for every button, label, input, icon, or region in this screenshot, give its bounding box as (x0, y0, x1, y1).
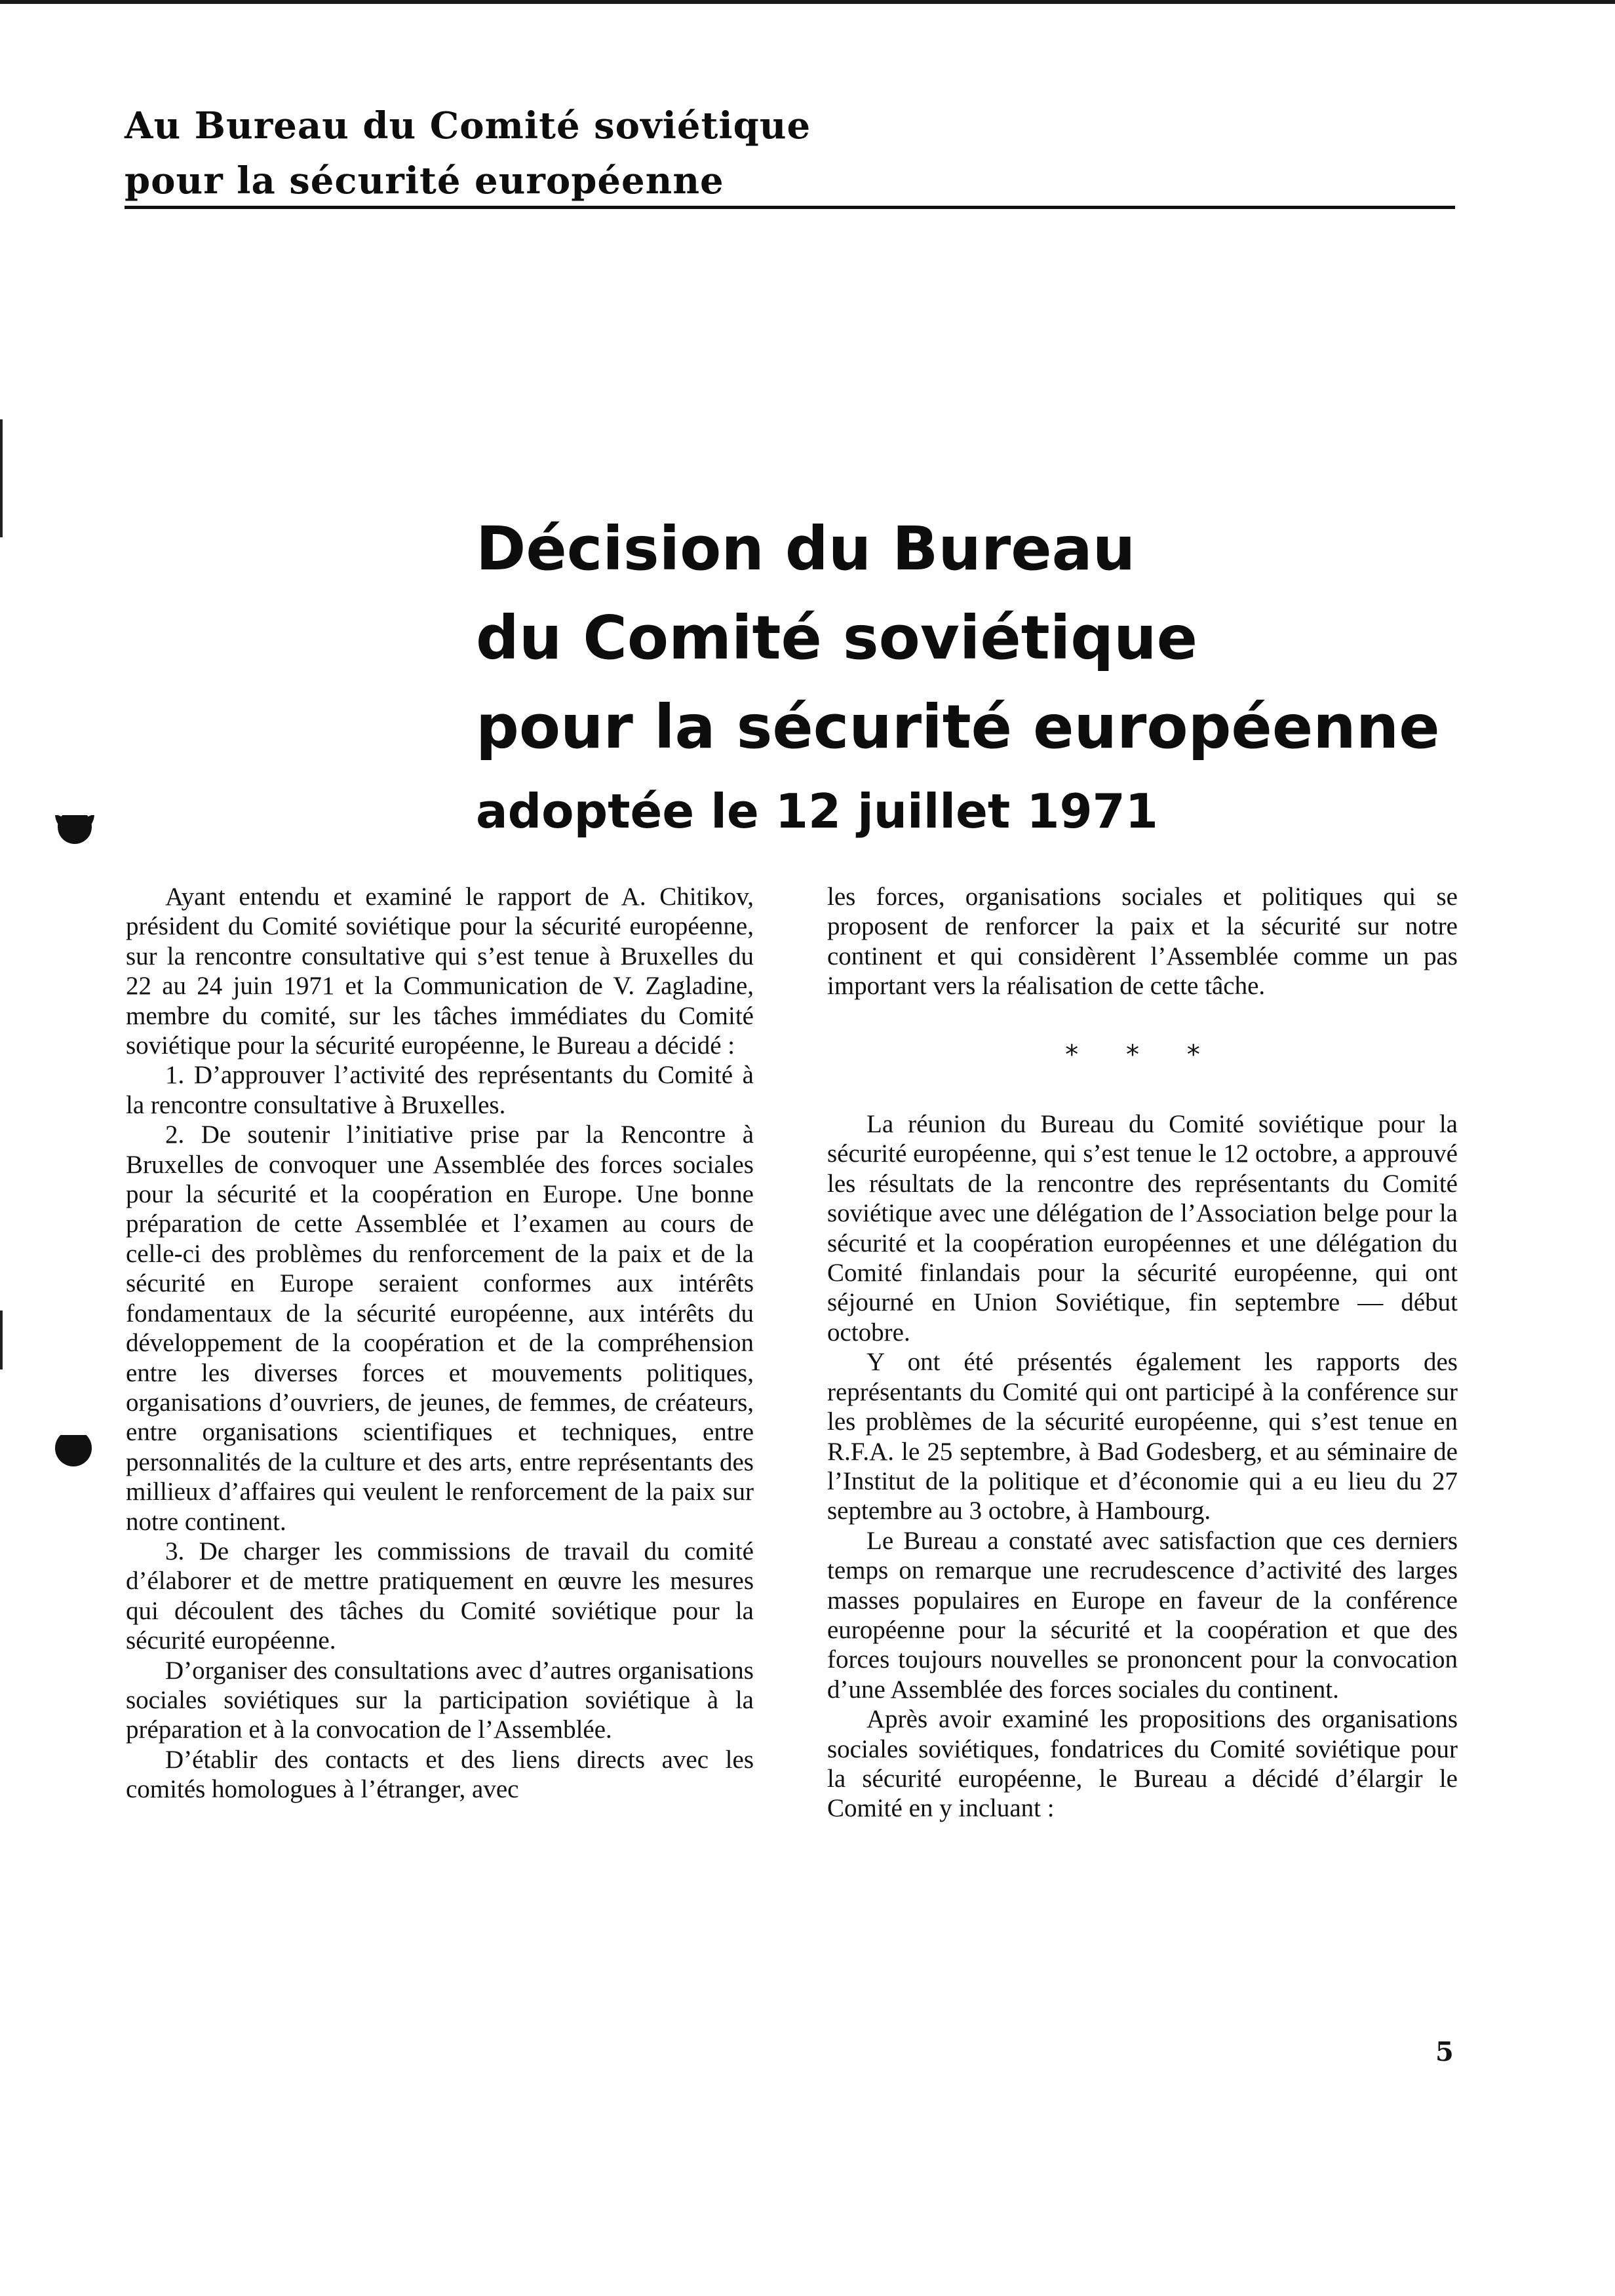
section-header (125, 98, 1462, 208)
paragraph: La réunion du Bureau du Comité soviétique pour la sécurité européenne, qui s’est tenue le 12 octobre, a approuvé les résultats de la rencontre des représentants du Comité soviétique avec une délégation de l’Association belge pour la sécurité et la coopération européennes et une délégation du Comité finlandais pour la sécurité européenne, qui ont séjourné en Union Soviétique, fin septembre — début octobre. (827, 1110, 1458, 1347)
paragraph: les forces, organisations sociales et politiques qui se proposent de renforcer la paix et la sécurité sur notre continent et qui considèrent l’Assemblée comme un pas important vers la réalisation de cette tâche. (827, 883, 1458, 1001)
title-subtitle: adoptée le 12 juillet 1971 (476, 784, 1158, 839)
section-separator: * * * (1065, 1039, 1220, 1070)
paragraph: 2. De soutenir l’initiative prise par la Rencontre à Bruxelles de convoquer une Assemblée des forces sociales pour la sécurité et la coopération en Europe. Une bonne préparation de cette Assemblée et l’examen au cours de celle-ci des problèmes du renforcement de la paix et de la sécurité en Europe seraient conformes aux intérêts fondamentaux de la sécurité européenne, aux intérêts du développement de la coopération et de la compréhension entre les diverses forces et mouvements politiques, organisations d’ouvriers, de jeunes, de femmes, de créateurs, entre organisations scientifiques et techniques, entre personnalités de la culture et des arts, entre représentants des millieux d’affaires qui veulent le renforcement de la paix sur notre continent. (126, 1120, 754, 1536)
punch-hole-icon (50, 1423, 97, 1470)
header-rule (125, 206, 1455, 209)
paragraph: 3. De charger les commissions de travail du comité d’élaborer et de mettre pratiquement en œuvre les mesures qui découlent des tâches du Comité soviétique pour la sécurité européenne. (126, 1537, 754, 1655)
section-header-line-2: pour la sécurité européenne (125, 159, 724, 202)
article-title (476, 505, 1459, 851)
paragraph: Y ont été présentés également les rapports des représentants du Comité qui ont participé à la conférence sur les problèmes de la sécurité européenne, qui s’est tenue en R.F.A. le 25 septembre, à Bad Godesberg, et au séminaire de l’Institut de la politique et d’économie qui a eu lieu du 27 septembre au 3 octobre, à Hambourg. (827, 1348, 1458, 1525)
title-line-3: pour la sécurité européenne (476, 692, 1440, 762)
paragraph: Le Bureau a constaté avec satisfaction que ces derniers temps on remarque une recrudescence d’activité des larges masses populaires en Europe en faveur de la conférence européenne pour la sécurité et la coopération et que des forces toujours nouvelles se prononcent pour la convocation d’une Assemblée des forces sociales du continent. (827, 1526, 1458, 1704)
title-line-1: Décision du Bureau (476, 514, 1136, 584)
left-column (126, 882, 754, 1805)
title-line-2: du Comité soviétique (476, 603, 1198, 673)
section-header-line-1: Au Bureau du Comité soviétique (125, 104, 811, 147)
paragraph: D’établir des contacts et des liens directs avec les comités homologues à l’étranger, avec (126, 1745, 754, 1804)
right-column (827, 882, 1458, 1824)
paragraph: 1. D’approuver l’activité des représentants du Comité à la rencontre consultative à Bruxelles. (126, 1061, 754, 1119)
punch-hole-icon (51, 801, 98, 848)
paragraph: Après avoir examiné les propositions des organisations sociales soviétiques, fondatrices du Comité soviétique pour la sécurité européenne, le Bureau a décidé d’élargir le Comité en y incluant : (827, 1705, 1458, 1823)
page-top-edge (0, 0, 1615, 4)
paragraph: Ayant entendu et examiné le rapport de A. Chitikov, président du Comité soviétique pour la sécurité européenne, sur la rencontre consultative qui s’est tenue à Bruxelles du 22 au 24 juin 1971 et la Communication de V. Zagladine, membre du comité, sur les tâches immédiates du Comité soviétique pour la sécurité européenne, le Bureau a décidé : (126, 883, 754, 1060)
binding-edge-marks (0, 393, 5, 1376)
paragraph: D’organiser des consultations avec d’autres organisations sociales soviétiques sur la participation soviétique à la préparation et à la convocation de l’Assemblée. (126, 1656, 754, 1744)
page-number: 5 (1435, 2037, 1454, 2067)
